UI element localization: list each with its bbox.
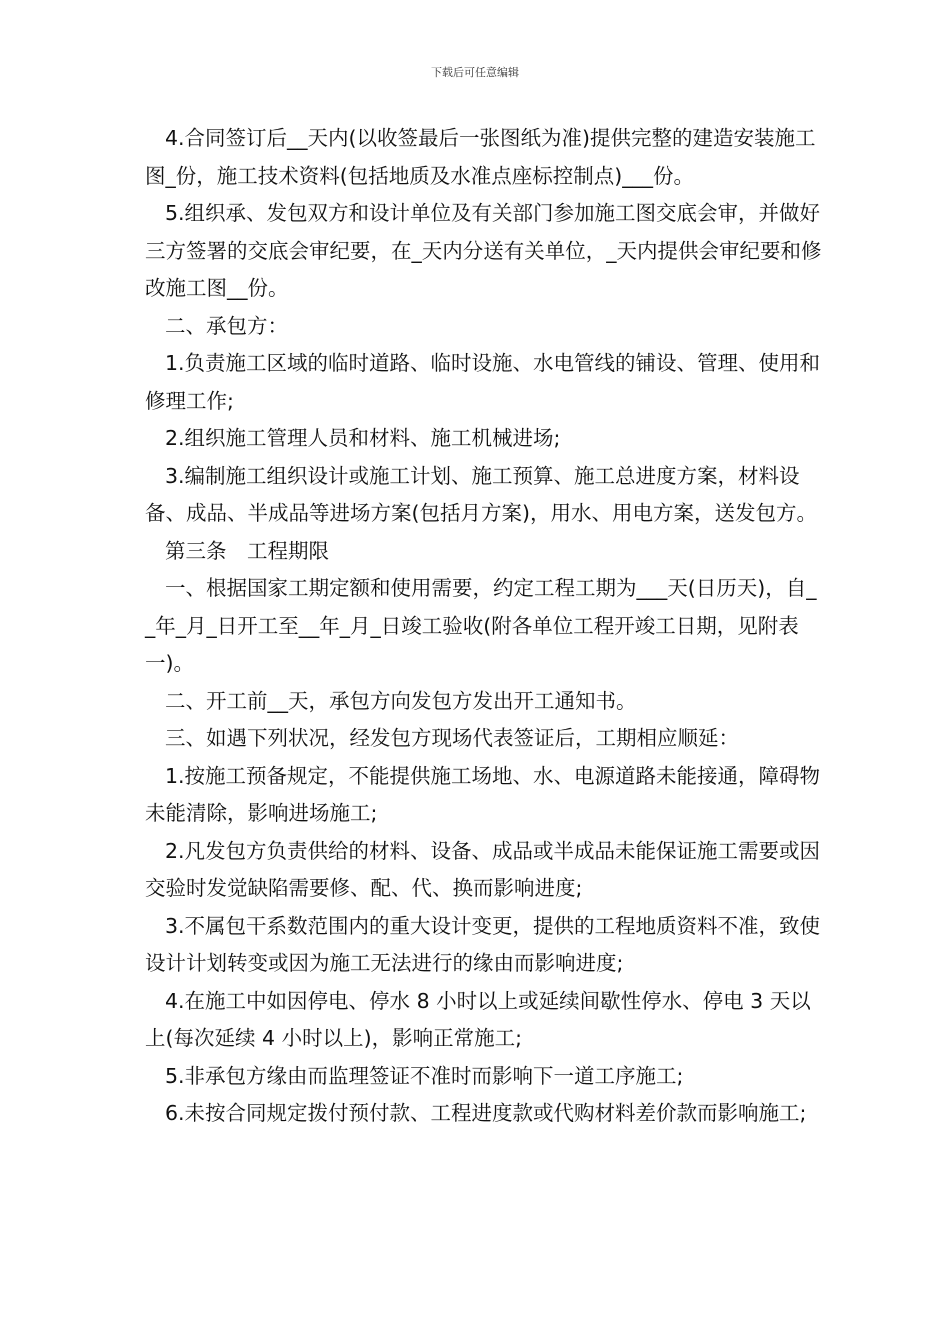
paragraph-6: 3.编制施工组织设计或施工计划、施工预算、施工总进度方案，材料设备、成品、半成品等进场方案(包括月方案)，用水、用电方案，送发包方。 [145,463,817,525]
paragraph-16: 6.未按合同规定拨付预付款、工程进度款或代购材料差价款而影响施工; [165,1101,807,1125]
paragraph-4: 1.负责施工区域的临时道路、临时设施、水电管线的铺设、管理、使用和修理工作; [145,351,821,413]
paragraph-8: 一、根据国家工期定额和使用需要，约定工程工期为___天(日历天)，自__年_月_日开工至__年_月_日竣工验收(附各单位工程开竣工日期，见附表一)。 [145,576,817,675]
paragraph-5: 2.组织施工管理人员和材料、施工机械进场; [165,426,561,450]
paragraph-11: 1.按施工预备规定，不能提供施工场地、水、电源道路未能接通，障碍物未能清除，影响进场施工; [145,763,821,825]
paragraph-13: 3.不属包干系数范围内的重大设计变更，提供的工程地质资料不准，致使设计计划转变或因为施工无法进行的缘由而影响进度; [145,913,821,975]
paragraph-1: 4.合同签订后__天内(以收签最后一张图纸为准)提供完整的建造安装施工图_份，施工技术资料(包括地质及水准点座标控制点)___份。 [145,126,816,188]
paragraph-10: 三、如遇下列状况，经发包方现场代表签证后，工期相应顺延： [165,726,739,750]
paragraph-15: 5.非承包方缘由而监理签证不准时而影响下一道工序施工; [165,1063,684,1088]
article-heading-3: 第三条 工程期限 [165,538,329,563]
page-header: 下载后可任意编辑 [431,66,519,79]
document-body [145,120,825,1133]
section-heading-contractor: 二、承包方： [165,313,288,338]
paragraph-12: 2.凡发包方负责供给的材料、设备、成品或半成品未能保证施工需要或因交验时发觉缺陷需要修、配、代、换而影响进度; [145,838,821,900]
paragraph-14: 4.在施工中如因停电、停水 8 小时以上或延续间歇性停水、停电 3 天以上(每次延续 4 小时以上)，影响正常施工; [145,988,811,1050]
paragraph-2: 5.组织承、发包双方和设计单位及有关部门参加施工图交底会审，并做好三方签署的交底会审纪要，在_天内分送有关单位，_天内提供会审纪要和修改施工图__份。 [145,201,822,300]
paragraph-9: 二、开工前__天，承包方向发包方发出开工通知书。 [165,688,637,713]
